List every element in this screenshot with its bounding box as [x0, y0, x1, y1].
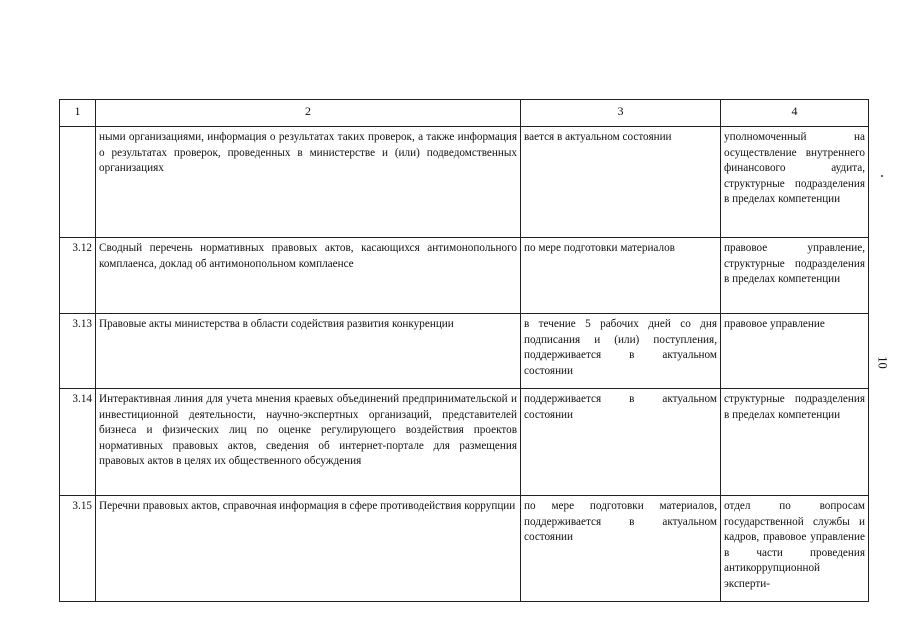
- row-number: 3.12: [60, 238, 96, 314]
- table-row: [60, 496, 869, 602]
- row-number: 3.14: [60, 389, 96, 496]
- header-cell: 2: [96, 100, 521, 127]
- row-content: Сводный перечень нормативных правовых актов, касающихся антимонопольного комплаенса, доклад об антимонопольном комплаенсе: [96, 238, 521, 314]
- table-row: [60, 389, 869, 496]
- header-cell: 4: [721, 100, 869, 127]
- row-responsible: уполномоченный на осуществление внутреннего финансового аудита, структурные подразделения в пределах компетенции: [721, 127, 869, 238]
- row-term: поддерживается в актуальном состоянии: [521, 389, 721, 496]
- row-number: [60, 127, 96, 238]
- row-content: ными организациями, информация о результатах таких проверок, а также информация о результатах проверок, проведенных в министерстве и (или) подведомственных организациях: [96, 127, 521, 238]
- row-responsible: структурные подразделения в пределах компетенции: [721, 389, 869, 496]
- plan-table: [59, 99, 869, 602]
- table-row: [60, 127, 869, 238]
- row-responsible: правовое управление: [721, 314, 869, 389]
- page-number: 10: [875, 356, 890, 369]
- row-responsible: отдел по вопросам государственной службы и кадров, правовое управление в части проведения антикоррупционной эксперти-: [721, 496, 869, 602]
- row-content: Перечни правовых актов, справочная информация в сфере противодействия коррупции: [96, 496, 521, 602]
- row-term: по мере подготовки материалов: [521, 238, 721, 314]
- table-row: [60, 238, 869, 314]
- row-term: вается в актуальном состоянии: [521, 127, 721, 238]
- table-header-row: [60, 100, 869, 127]
- row-responsible: правовое управление, структурные подразделения в пределах компетенции: [721, 238, 869, 314]
- row-term: по мере подготовки материалов, поддерживается в актуальном состоянии: [521, 496, 721, 602]
- header-cell: 3: [521, 100, 721, 127]
- table-row: [60, 314, 869, 389]
- row-content: Интерактивная линия для учета мнения краевых объединений предпринимательской и инвестиционной деятельности, научно-экспертных организаций, представителей бизнеса и физических лиц по оценке регулирующего воздействия проектов нормативных правовых актов, сведения об интернет-портале для размещения правовых актов в целях их общественного обсуждения: [96, 389, 521, 496]
- scan-artifact-dot: [881, 175, 883, 177]
- header-cell: 1: [60, 100, 96, 127]
- row-number: 3.15: [60, 496, 96, 602]
- row-term: в течение 5 рабочих дней со дня подписания и (или) поступления, поддерживается в актуальном состоянии: [521, 314, 721, 389]
- row-content: Правовые акты министерства в области содействия развития конкуренции: [96, 314, 521, 389]
- row-number: 3.13: [60, 314, 96, 389]
